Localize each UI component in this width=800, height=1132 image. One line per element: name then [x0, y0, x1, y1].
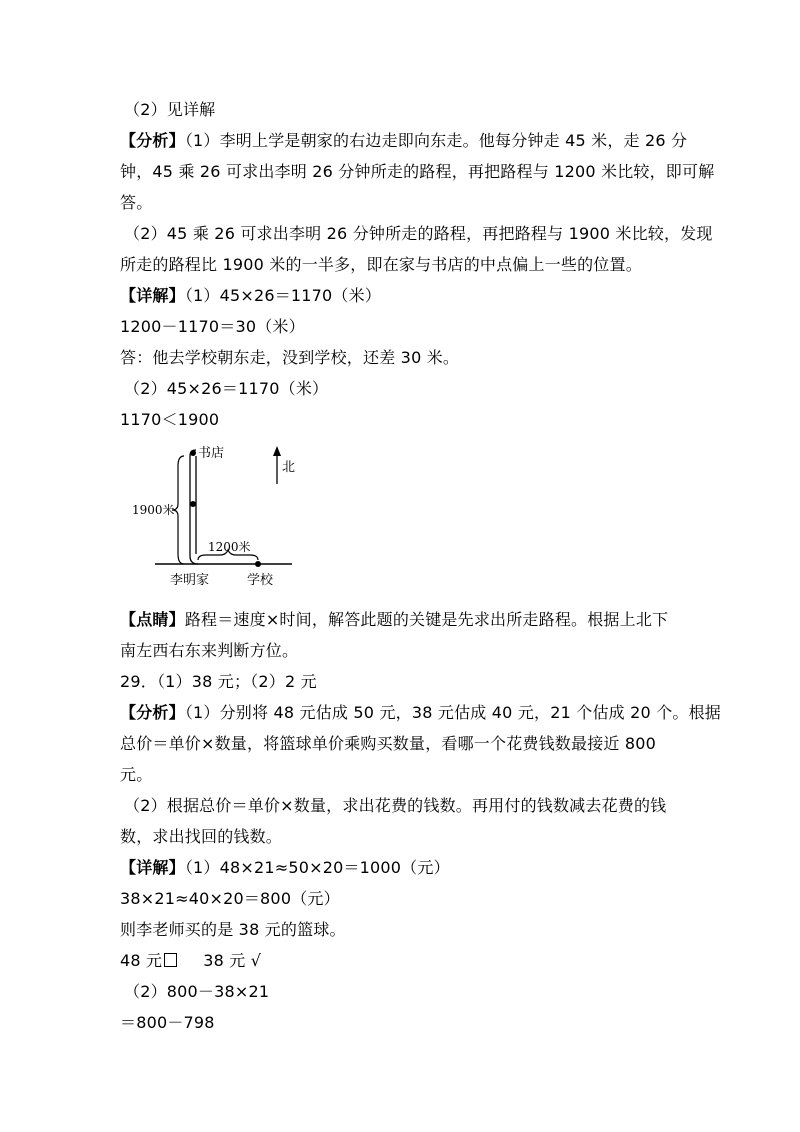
- text-line: [120, 703, 721, 723]
- text-line: 元。: [120, 765, 153, 784]
- text-line: （2）45×26＝1170（米）: [124, 379, 329, 398]
- text-line: 数，求出找回的钱数。: [120, 827, 283, 846]
- home-label: 李明家: [170, 573, 210, 588]
- section-tag: 【分析】: [120, 703, 185, 722]
- text-line: 1170＜1900: [120, 410, 220, 429]
- text-line: 则李老师买的是 38 元的篮球。: [120, 920, 346, 939]
- section-tag: 【分析】: [120, 131, 185, 150]
- text-line: 1200－1170＝30（米）: [120, 317, 305, 336]
- section-tag: 【详解】: [120, 858, 185, 877]
- text-line: [120, 858, 450, 878]
- bookstore-point: [190, 450, 196, 456]
- school-point: [255, 561, 261, 567]
- option-38: 38 元 √: [203, 951, 262, 970]
- text-line: [120, 131, 687, 151]
- text-span: （1）48×21≈50×20＝1000（元）: [184, 858, 450, 877]
- north-label: 北: [282, 460, 296, 475]
- option-48: 48 元: [120, 951, 163, 970]
- text-line: 钟，45 乘 26 可求出李明 26 分钟所走的路程，再把路程与 1200 米比较，即可解: [120, 162, 715, 181]
- text-line: [120, 610, 668, 630]
- text-span: （1）45×26＝1170（米）: [184, 286, 382, 305]
- text-line: （2）根据总价＝单价×数量，求出花费的钱数。再用付的钱数减去花费的钱: [124, 796, 667, 815]
- text-span: 路程＝速度×时间，解答此题的关键是先求出所走路程。根据上北下: [184, 610, 669, 629]
- text-line: 南左西右东来判断方位。: [120, 641, 299, 660]
- text-line: 所走的路程比 1900 米的一半多，即在家与书店的中点偏上一些的位置。: [120, 255, 642, 274]
- distance-east-label: 1200米: [208, 540, 251, 554]
- north-arrowhead-icon: [273, 446, 281, 456]
- text-line: （2）800－38×21: [124, 982, 270, 1001]
- section-tag: 【点睛】: [120, 610, 185, 629]
- text-line: ＝800－798: [120, 1013, 215, 1032]
- text-line: [120, 951, 261, 971]
- text-line: 29．（1）38 元；（2）2 元: [120, 672, 317, 691]
- text-span: （1）李明上学是朝家的右边走即向东走。他每分钟走 45 米，走 26 分: [184, 131, 688, 150]
- text-line: 答。: [120, 193, 153, 212]
- bookstore-label: 书店: [198, 446, 225, 461]
- text-line: 答：他去学校朝东走，没到学校，还差 30 米。: [120, 348, 460, 367]
- text-line: （2）45 乘 26 可求出李明 26 分钟所走的路程，再把路程与 1900 米比较，发现: [124, 224, 713, 243]
- section-tag: 【详解】: [120, 286, 185, 305]
- north-road-left: [190, 456, 198, 564]
- text-line: 38×21≈40×20＝800（元）: [120, 889, 340, 908]
- text-line: [120, 286, 381, 306]
- text-line: （2）见详解: [124, 100, 216, 119]
- empty-checkbox-icon: [164, 953, 177, 967]
- text-span: （1）分别将 48 元估成 50 元，38 元估成 40 元，21 个估成 20 个。根据: [184, 703, 722, 722]
- text-line: 总价＝单价×数量，将篮球单价乘购买数量，看哪一个花费钱数最接近 800: [120, 734, 657, 753]
- distance-north-label: 1900米: [132, 503, 175, 517]
- midpoint-marker: [190, 501, 196, 507]
- school-label: 学校: [247, 573, 274, 588]
- route-diagram: [120, 436, 330, 596]
